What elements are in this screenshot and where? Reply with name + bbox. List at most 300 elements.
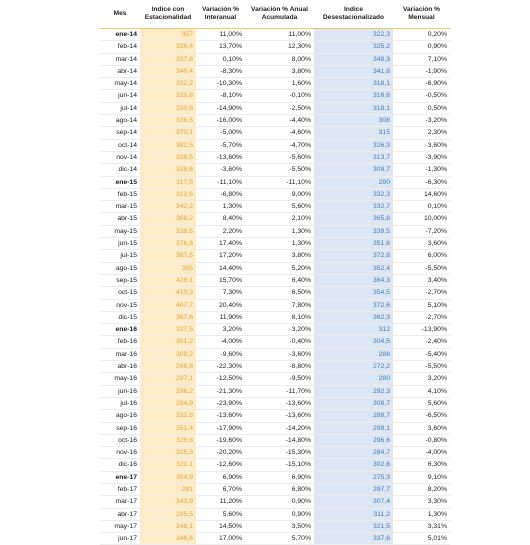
cell-variacion-mensual: 6,30% [393,459,450,471]
cell-mes: jul-14 [100,102,140,114]
cell-variacion-interanual: 17,20% [196,250,245,262]
table-row [100,164,450,176]
cell-indice-estacionalidad: 286,8 [140,361,196,373]
cell-variacion-mensual: -7,20% [393,225,450,237]
cell-variacion-mensual: -1,30% [393,164,450,176]
cell-mes: jun-15 [100,238,140,250]
cell-mes: dic-14 [100,164,140,176]
cell-variacion-acumulada: 6,90% [245,471,314,483]
cell-variacion-acumulada: 3,20% [245,324,314,336]
table-row [100,274,450,286]
cell-variacion-mensual: 4,10% [393,385,450,397]
cell-indice-desestacionalizado: 316,6 [314,90,393,102]
cell-variacion-acumulada: -5,60% [245,151,314,163]
cell-variacion-interanual: 17,40% [196,238,245,250]
cell-indice-desestacionalizado: 341,8 [314,65,393,77]
header-indice-estacionalidad: Indice con Estacionalidad [140,0,196,29]
cell-variacion-mensual: 6,00% [393,250,450,262]
cell-variacion-mensual: 3,60% [393,139,450,151]
cell-indice-desestacionalizado: 362,3 [314,311,393,323]
table-row [100,29,450,41]
table-row [100,324,450,336]
cell-indice-estacionalidad: 338,5 [140,151,196,163]
cell-variacion-interanual: 14,40% [196,262,245,274]
cell-indice-desestacionalizado: 372,8 [314,250,393,262]
cell-indice-estacionalidad: 320,8 [140,90,196,102]
cell-variacion-interanual: 3,20% [196,324,245,336]
cell-indice-desestacionalizado: 308,7 [314,397,393,409]
cell-indice-desestacionalizado: 339,5 [314,225,393,237]
cell-variacion-mensual: 5,01% [393,533,450,545]
table-row [100,508,450,520]
cell-mes: ago-15 [100,262,140,274]
cell-variacion-acumulada: -14,20% [245,422,314,434]
data-table-container [100,0,450,545]
cell-indice-desestacionalizado: 290 [314,176,393,188]
cell-variacion-interanual: -8,10% [196,90,245,102]
cell-mes: may-15 [100,225,140,237]
cell-indice-estacionalidad: 382,5 [140,139,196,151]
cell-variacion-interanual: -11,10% [196,176,245,188]
cell-variacion-acumulada: -4,70% [245,139,314,151]
cell-variacion-interanual: -22,30% [196,361,245,373]
cell-variacion-interanual: 14,50% [196,520,245,532]
cell-mes: jun-16 [100,385,140,397]
cell-variacion-acumulada: 5,70% [245,533,314,545]
table-row [100,151,450,163]
cell-mes: dic-15 [100,311,140,323]
header-variacion-mensual: Variación % Mensual [393,0,450,29]
cell-variacion-mensual: -0,50% [393,90,450,102]
cell-indice-estacionalidad: 410,3 [140,287,196,299]
cell-mes: feb-17 [100,483,140,495]
table-header [100,0,450,29]
cell-variacion-interanual: -3,60% [196,164,245,176]
cell-variacion-mensual: -2,70% [393,311,450,323]
cell-mes: jul-15 [100,250,140,262]
cell-indice-estacionalidad: 385 [140,262,196,274]
table-row [100,471,450,483]
table-row [100,102,450,114]
table-row [100,373,450,385]
cell-variacion-mensual: 5,10% [393,299,450,311]
cell-mes: mar-14 [100,53,140,65]
cell-variacion-mensual: -2,40% [393,336,450,348]
table-row [100,238,450,250]
cell-variacion-acumulada: -5,50% [245,164,314,176]
cell-mes: jun-14 [100,90,140,102]
cell-indice-estacionalidad: 317,5 [140,176,196,188]
cell-indice-desestacionalizado: 326,3 [314,139,393,151]
cell-variacion-acumulada: -3,60% [245,348,314,360]
table-row [100,41,450,53]
cell-variacion-acumulada: -4,60% [245,127,314,139]
table-row [100,385,450,397]
cell-mes: mar-17 [100,496,140,508]
cell-indice-estacionalidad: 301,2 [140,336,196,348]
cell-variacion-interanual: 1,30% [196,201,245,213]
cell-variacion-interanual: 6,70% [196,483,245,495]
cell-variacion-mensual: 2,30% [393,127,450,139]
cell-variacion-mensual: 0,20% [393,29,450,41]
cell-variacion-acumulada: -11,70% [245,385,314,397]
cell-indice-estacionalidad: 332,8 [140,410,196,422]
cell-indice-desestacionalizado: 365,8 [314,213,393,225]
cell-variacion-acumulada: 9,00% [245,188,314,200]
cell-indice-desestacionalizado: 280 [314,373,393,385]
cell-mes: ene-14 [100,29,140,41]
table-row [100,520,450,532]
cell-variacion-acumulada: 7,80% [245,299,314,311]
table-row [100,410,450,422]
cell-indice-desestacionalizado: 272,2 [314,361,393,373]
table-row [100,90,450,102]
cell-mes: abr-17 [100,508,140,520]
cell-variacion-acumulada: -8,80% [245,361,314,373]
cell-variacion-acumulada: -14,80% [245,434,314,446]
cell-variacion-acumulada: -15,10% [245,459,314,471]
cell-variacion-acumulada: 12,30% [245,41,314,53]
cell-indice-estacionalidad: 294,9 [140,397,196,409]
cell-variacion-interanual: 15,70% [196,274,245,286]
cell-mes: sep-14 [100,127,140,139]
cell-mes: ene-15 [100,176,140,188]
header-variacion-acumulada: Variación % Anual Acumulada [245,0,314,29]
cell-variacion-acumulada: -15,30% [245,447,314,459]
table-row [100,459,450,471]
header-variacion-interanual: Variación % Interanual [196,0,245,29]
cell-indice-desestacionalizado: 288 [314,348,393,360]
cell-variacion-interanual: -9,60% [196,348,245,360]
cell-variacion-interanual: 8,40% [196,213,245,225]
table-row [100,483,450,495]
cell-indice-desestacionalizado: 296,6 [314,434,393,446]
index-table [100,0,450,545]
cell-indice-estacionalidad: 297,1 [140,373,196,385]
cell-mes: sep-16 [100,422,140,434]
cell-variacion-mensual: 3,40% [393,274,450,286]
cell-variacion-mensual: 14,60% [393,188,450,200]
cell-variacion-interanual: -17,90% [196,422,245,434]
cell-mes: nov-15 [100,299,140,311]
cell-variacion-interanual: -8,30% [196,65,245,77]
cell-indice-desestacionalizado: 275,3 [314,471,393,483]
cell-mes: sep-15 [100,274,140,286]
cell-variacion-interanual: -12,50% [196,373,245,385]
cell-variacion-mensual: 3,20% [393,373,450,385]
cell-variacion-acumulada: 1,60% [245,78,314,90]
cell-variacion-interanual: -13,60% [196,151,245,163]
table-row [100,299,450,311]
cell-indice-desestacionalizado: 348,3 [314,53,393,65]
cell-indice-estacionalidad: 281 [140,483,196,495]
table-row [100,188,450,200]
table-row [100,434,450,446]
cell-mes: ago-16 [100,410,140,422]
cell-variacion-acumulada: 1,30% [245,225,314,237]
cell-indice-estacionalidad: 370,1 [140,127,196,139]
cell-variacion-interanual: 5,60% [196,508,245,520]
cell-indice-estacionalidad: 342,2 [140,201,196,213]
cell-mes: nov-14 [100,151,140,163]
cell-variacion-interanual: -10,30% [196,78,245,90]
cell-indice-desestacionalizado: 304,5 [314,336,393,348]
cell-indice-estacionalidad: 376,6 [140,238,196,250]
cell-indice-estacionalidad: 428,1 [140,274,196,286]
table-row [100,496,450,508]
cell-indice-desestacionalizado: 302,6 [314,459,393,471]
cell-indice-estacionalidad: 343,9 [140,496,196,508]
cell-mes: jul-16 [100,397,140,409]
cell-variacion-mensual: -5,50% [393,361,450,373]
cell-mes: oct-16 [100,434,140,446]
cell-mes: ene-17 [100,471,140,483]
cell-indice-desestacionalizado: 332,3 [314,188,393,200]
table-row [100,311,450,323]
table-row [100,65,450,77]
cell-variacion-interanual: 2,20% [196,225,245,237]
table-row [100,201,450,213]
cell-variacion-acumulada: 3,80% [245,250,314,262]
cell-indice-estacionalidad: 336,4 [140,41,196,53]
cell-indice-estacionalidad: 304,9 [140,471,196,483]
cell-mes: may-14 [100,78,140,90]
cell-variacion-mensual: 3,30% [393,496,450,508]
cell-variacion-interanual: 20,40% [196,299,245,311]
cell-variacion-acumulada: 3,50% [245,520,314,532]
cell-indice-estacionalidad: 330,6 [140,102,196,114]
cell-mes: abr-15 [100,213,140,225]
table-body [100,29,450,545]
cell-indice-desestacionalizado: 318,1 [314,102,393,114]
cell-mes: abr-16 [100,361,140,373]
cell-indice-estacionalidad: 296,2 [140,385,196,397]
cell-indice-desestacionalizado: 292,3 [314,385,393,397]
cell-mes: dic-16 [100,459,140,471]
cell-indice-estacionalidad: 332,2 [140,78,196,90]
cell-variacion-mensual: -3,90% [393,151,450,163]
cell-mes: mar-15 [100,201,140,213]
cell-indice-desestacionalizado: 312 [314,324,393,336]
cell-indice-estacionalidad: 346,6 [140,533,196,545]
header-indice-desestacionalizado: Indice Desestacionalizado [314,0,393,29]
cell-variacion-acumulada: 8,10% [245,311,314,323]
cell-variacion-acumulada: 8,00% [245,53,314,65]
cell-variacion-acumulada: 2,10% [245,213,314,225]
cell-indice-estacionalidad: 321,1 [140,459,196,471]
cell-indice-desestacionalizado: 308 [314,115,393,127]
table-row [100,225,450,237]
cell-indice-estacionalidad: 309,2 [140,348,196,360]
cell-variacion-interanual: 17,00% [196,533,245,545]
cell-variacion-mensual: -13,90% [393,324,450,336]
cell-indice-desestacionalizado: 313,7 [314,151,393,163]
cell-variacion-interanual: -14,90% [196,102,245,114]
table-row [100,287,450,299]
cell-variacion-mensual: 3,60% [393,238,450,250]
cell-variacion-mensual: 10,00% [393,213,450,225]
cell-mes: ago-14 [100,115,140,127]
cell-variacion-mensual: 3,31% [393,520,450,532]
cell-variacion-mensual: -1,90% [393,65,450,77]
cell-variacion-interanual: 0,10% [196,53,245,65]
cell-indice-desestacionalizado: 315 [314,127,393,139]
cell-indice-estacionalidad: 313,6 [140,188,196,200]
cell-indice-estacionalidad: 339,5 [140,225,196,237]
table-row [100,78,450,90]
table-row [100,127,450,139]
cell-variacion-mensual: 0,10% [393,201,450,213]
cell-indice-desestacionalizado: 325,2 [314,41,393,53]
cell-indice-estacionalidad: 348,1 [140,520,196,532]
cell-indice-desestacionalizado: 299,1 [314,422,393,434]
cell-mes: feb-15 [100,188,140,200]
cell-variacion-interanual: -20,20% [196,447,245,459]
cell-indice-desestacionalizado: 311,2 [314,508,393,520]
cell-variacion-acumulada: -0,10% [245,90,314,102]
cell-indice-estacionalidad: 328,6 [140,164,196,176]
cell-variacion-interanual: 6,90% [196,471,245,483]
cell-variacion-acumulada: 5,20% [245,262,314,274]
cell-variacion-acumulada: 6,80% [245,483,314,495]
header-mes: Mes [100,0,140,29]
cell-variacion-mensual: 0,50% [393,102,450,114]
cell-variacion-acumulada: -13,60% [245,397,314,409]
cell-variacion-mensual: -0,80% [393,434,450,446]
cell-indice-desestacionalizado: 332,7 [314,201,393,213]
cell-variacion-acumulada: 6,40% [245,274,314,286]
cell-indice-estacionalidad: 407,7 [140,299,196,311]
cell-mes: feb-16 [100,336,140,348]
cell-mes: ene-16 [100,324,140,336]
cell-variacion-acumulada: 5,60% [245,201,314,213]
cell-indice-estacionalidad: 327,5 [140,324,196,336]
cell-indice-desestacionalizado: 284,7 [314,447,393,459]
table-row [100,139,450,151]
cell-mes: may-16 [100,373,140,385]
cell-variacion-acumulada: 1,30% [245,238,314,250]
cell-indice-estacionalidad: 337,8 [140,53,196,65]
cell-variacion-acumulada: 0,90% [245,496,314,508]
cell-variacion-interanual: -16,00% [196,115,245,127]
cell-variacion-acumulada: -0,40% [245,336,314,348]
table-row [100,115,450,127]
cell-mes: mar-16 [100,348,140,360]
cell-indice-desestacionalizado: 372,6 [314,299,393,311]
cell-variacion-interanual: -5,00% [196,127,245,139]
cell-variacion-mensual: -5,40% [393,348,450,360]
cell-indice-desestacionalizado: 337,6 [314,533,393,545]
cell-variacion-interanual: 11,90% [196,311,245,323]
table-row [100,213,450,225]
cell-indice-estacionalidad: 285,5 [140,508,196,520]
cell-variacion-mensual: 7,10% [393,53,450,65]
cell-variacion-interanual: -13,60% [196,410,245,422]
cell-mes: may-17 [100,520,140,532]
cell-mes: oct-15 [100,287,140,299]
cell-variacion-mensual: -3,20% [393,115,450,127]
cell-mes: nov-16 [100,447,140,459]
table-row [100,250,450,262]
cell-indice-estacionalidad: 368,2 [140,213,196,225]
cell-variacion-interanual: 13,70% [196,41,245,53]
cell-variacion-mensual: 8,20% [393,483,450,495]
cell-indice-desestacionalizado: 309,7 [314,164,393,176]
cell-variacion-acumulada: -4,40% [245,115,314,127]
cell-variacion-acumulada: -13,60% [245,410,314,422]
cell-indice-desestacionalizado: 318,1 [314,78,393,90]
cell-indice-estacionalidad: 367,6 [140,311,196,323]
cell-variacion-mensual: -6,30% [393,176,450,188]
cell-variacion-interanual: 7,30% [196,287,245,299]
cell-indice-desestacionalizado: 307,4 [314,496,393,508]
cell-variacion-acumulada: 11,00% [245,29,314,41]
cell-variacion-mensual: 9,10% [393,471,450,483]
cell-mes: feb-14 [100,41,140,53]
cell-indice-estacionalidad: 340,4 [140,65,196,77]
table-row [100,533,450,545]
cell-variacion-interanual: -5,70% [196,139,245,151]
cell-variacion-interanual: -6,80% [196,188,245,200]
cell-variacion-interanual: -21,30% [196,385,245,397]
cell-indice-desestacionalizado: 322,3 [314,29,393,41]
cell-indice-desestacionalizado: 364,3 [314,274,393,286]
cell-variacion-mensual: -2,70% [393,287,450,299]
cell-variacion-interanual: -12,60% [196,459,245,471]
cell-indice-desestacionalizado: 297,7 [314,483,393,495]
cell-variacion-acumulada: -11,10% [245,176,314,188]
table-row [100,176,450,188]
cell-indice-estacionalidad: 325,3 [140,447,196,459]
table-row [100,53,450,65]
cell-variacion-mensual: -6,50% [393,410,450,422]
table-row [100,397,450,409]
cell-variacion-interanual: -19,60% [196,434,245,446]
cell-variacion-acumulada: -9,50% [245,373,314,385]
header-row [100,0,450,29]
cell-variacion-mensual: 0,90% [393,41,450,53]
cell-variacion-acumulada: 3,80% [245,65,314,77]
cell-indice-desestacionalizado: 351,6 [314,238,393,250]
cell-mes: oct-14 [100,139,140,151]
cell-variacion-mensual: 5,60% [393,397,450,409]
cell-indice-estacionalidad: 329,8 [140,434,196,446]
cell-indice-estacionalidad: 357 [140,29,196,41]
cell-variacion-interanual: -23,90% [196,397,245,409]
cell-variacion-interanual: -4,00% [196,336,245,348]
table-row [100,447,450,459]
cell-variacion-acumulada: -2,50% [245,102,314,114]
cell-indice-estacionalidad: 351,4 [140,422,196,434]
cell-indice-desestacionalizado: 352,4 [314,262,393,274]
cell-variacion-mensual: 1,30% [393,508,450,520]
cell-indice-estacionalidad: 336,5 [140,115,196,127]
cell-variacion-mensual: -6,90% [393,78,450,90]
cell-variacion-interanual: 11,20% [196,496,245,508]
cell-indice-desestacionalizado: 288,7 [314,410,393,422]
cell-indice-desestacionalizado: 354,5 [314,287,393,299]
table-row [100,336,450,348]
cell-variacion-mensual: 3,60% [393,422,450,434]
cell-variacion-mensual: -5,50% [393,262,450,274]
cell-variacion-acumulada: 6,50% [245,287,314,299]
table-row [100,348,450,360]
table-row [100,361,450,373]
cell-indice-desestacionalizado: 321,5 [314,520,393,532]
cell-variacion-acumulada: 0,90% [245,508,314,520]
cell-variacion-mensual: -4,00% [393,447,450,459]
cell-mes: abr-14 [100,65,140,77]
